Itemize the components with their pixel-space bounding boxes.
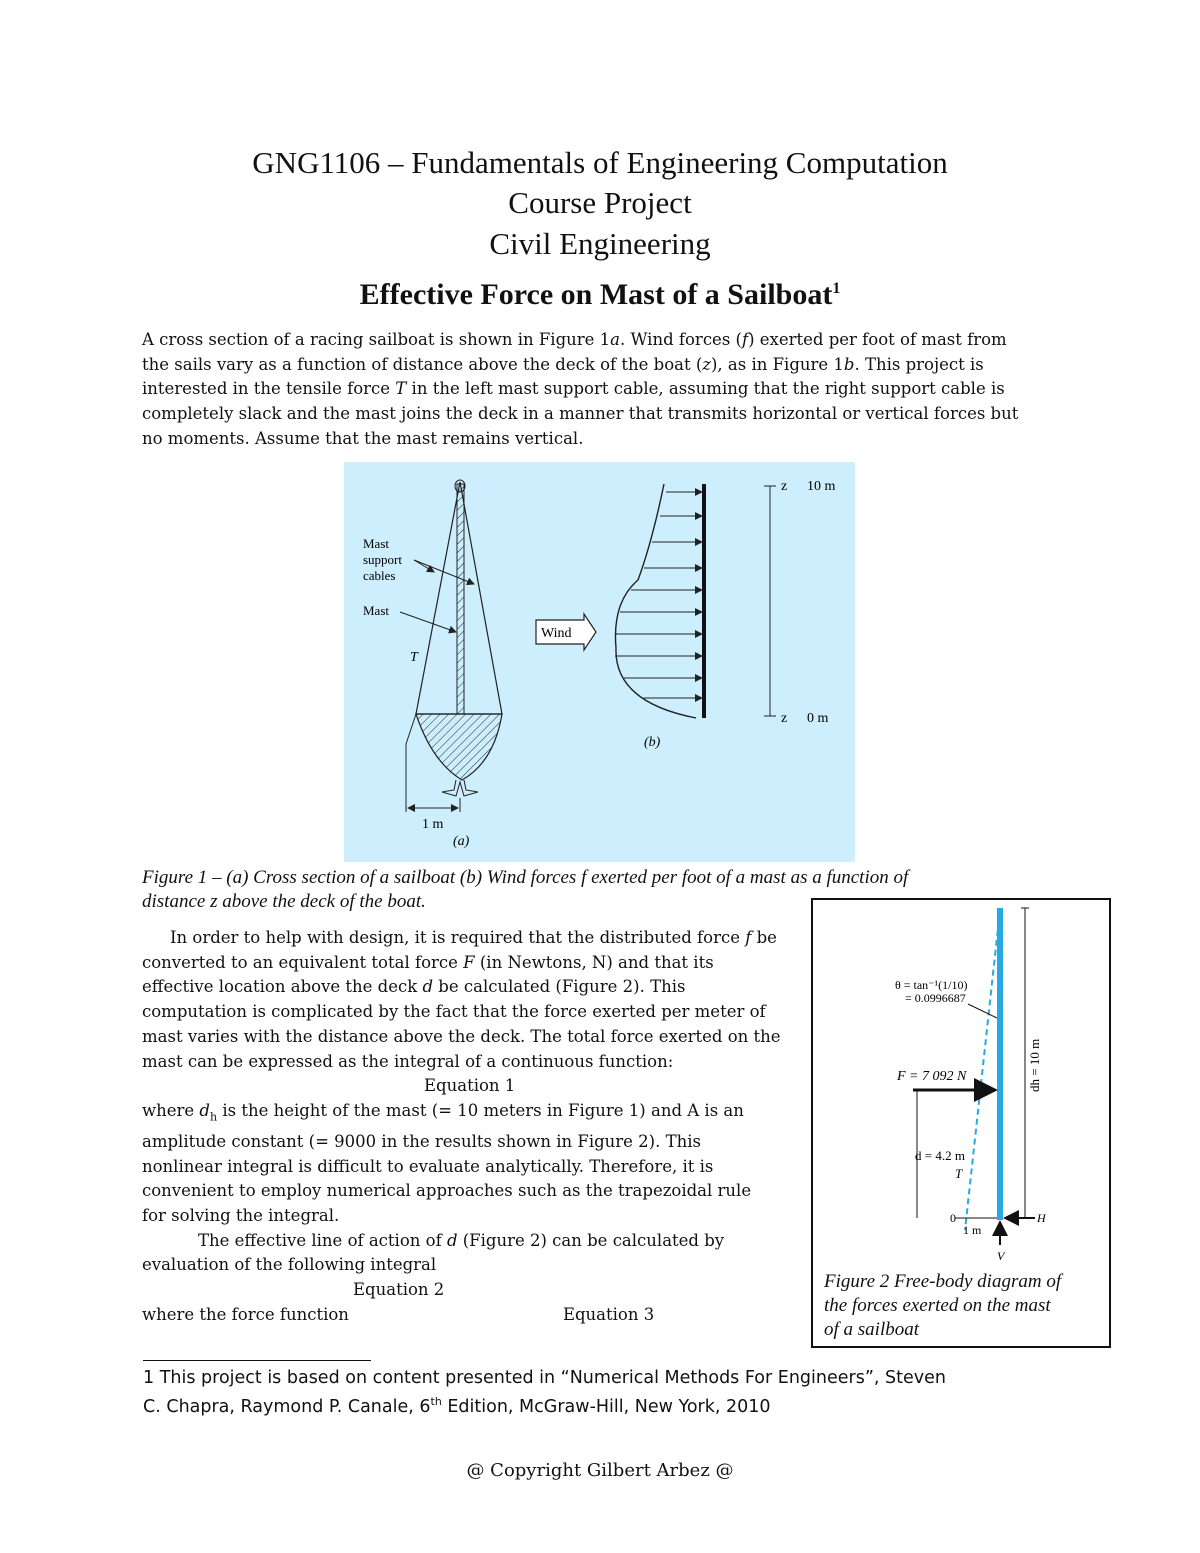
theta-line-2: = 0.0996687 bbox=[905, 991, 966, 1005]
project-label: Course Project bbox=[508, 185, 692, 220]
label-z-top: z bbox=[781, 479, 788, 494]
v-label: V bbox=[997, 1249, 1005, 1263]
figure-2 bbox=[811, 898, 1111, 1348]
copyright-footer: @ Copyright Gilbert Arbez @ bbox=[466, 1460, 734, 1481]
figure-1 bbox=[344, 462, 855, 862]
force-label: F = 7 092 N bbox=[897, 1069, 967, 1084]
figure-1-caption: Figure 1 – (a) Cross section of a sailboat (b) Wind forces f exerted per foot of a mast as a function of distance z above the deck of the boat. bbox=[142, 867, 909, 912]
label-z-bottom-value: 0 m bbox=[807, 711, 829, 726]
figure-1-drawing bbox=[344, 462, 855, 862]
page-title: Effective Force on Mast of a Sailboat$^1$ bbox=[359, 278, 841, 311]
figure-2-caption: Figure 2 Free-body diagram of the forces exerted on the mast of a sailboat bbox=[824, 1271, 1062, 1340]
footnote: 1 This project is based on content presented in “Numerical Methods For Engineers”, Steven C. Chapra, Raymond P. Canale, 6th Edition, McGraw-Hill, New York, 2010 bbox=[143, 1368, 946, 1417]
equation-1-label: Equation 1 bbox=[424, 1076, 516, 1096]
equation-2-label: Equation 2 bbox=[353, 1280, 445, 1300]
label-1m: 1 m bbox=[422, 817, 444, 832]
footnote-divider bbox=[143, 1360, 371, 1361]
one-meter-label: 1 m bbox=[963, 1223, 982, 1237]
height-label: dh = 10 m bbox=[1027, 1038, 1042, 1092]
distance-label: d = 4.2 m bbox=[915, 1148, 965, 1163]
hull-shape bbox=[416, 714, 502, 780]
intro-paragraph: A cross section of a racing sailboat is shown in Figure 1a. Wind forces (f) exerted per foot of mast from the sails vary as a function of distance above the deck of the boat (z), as in Figure 1b. This project is interested in the tensile force T in the left mast support cable, assuming that the right support cable is completely slack and the mast joins the deck in a manner that transmits horizontal or vertical forces but no moments. Assume that the mast remains vertical. bbox=[142, 330, 1019, 448]
label-tension: T bbox=[410, 650, 418, 665]
label-cables: cables bbox=[363, 568, 396, 583]
label-support: support bbox=[363, 552, 402, 567]
cable-line bbox=[965, 910, 1000, 1230]
tension-label: T bbox=[955, 1166, 963, 1181]
body-paragraph: In order to help with design, it is required that the distributed force f be converted to an equivalent total force F (in Newtons, N) and that its effective location above the deck d be calculated (Figure 2). This computation is complicated by the fact that the force exerted per meter of mast varies with the distance above the deck. The total force exerted on the mast can be expressed as the integral of a continuous function: Equation 1 where $d_h$ is the height of the mast (= 10 meters in Figure 1) and A is an amplitude constant (= 9000 in the results shown in Figure 2). This nonlinear integral is difficult to evaluate analytically. Therefore, it is convenient to employ numerical approaches such as the trapezoidal rule for solving the integral. The effective line of action of d (Figure 2) can be calculated by evaluation of the following integral Equation 2 where the force function Equation 3 bbox=[142, 926, 802, 1328]
mast-bar bbox=[997, 908, 1003, 1220]
course-title: GNG1106 – Fundamentals of Engineering Computation bbox=[252, 145, 948, 180]
h-label: H bbox=[1037, 1211, 1046, 1225]
sailboat-cross-section bbox=[400, 480, 502, 812]
origin-label: 0 bbox=[950, 1211, 956, 1225]
figure-2-drawing bbox=[813, 900, 1109, 1263]
label-z-top-value: 10 m bbox=[807, 479, 836, 494]
wind-load-profile bbox=[615, 484, 704, 718]
label-z-bottom: z bbox=[781, 711, 788, 726]
mast-shape bbox=[457, 484, 464, 714]
theta-line-1: θ = tan⁻¹(1/10) bbox=[895, 978, 968, 992]
label-mast: Mast bbox=[363, 603, 389, 618]
equation-3-label: Equation 3 bbox=[562, 1304, 655, 1324]
footnote-ref: 1 bbox=[832, 280, 841, 297]
label-mast-1: Mast bbox=[363, 536, 389, 551]
discipline-label: Civil Engineering bbox=[489, 226, 711, 261]
label-part-a: (a) bbox=[453, 834, 470, 849]
label-wind: Wind bbox=[541, 626, 572, 641]
label-part-b: (b) bbox=[644, 735, 661, 750]
